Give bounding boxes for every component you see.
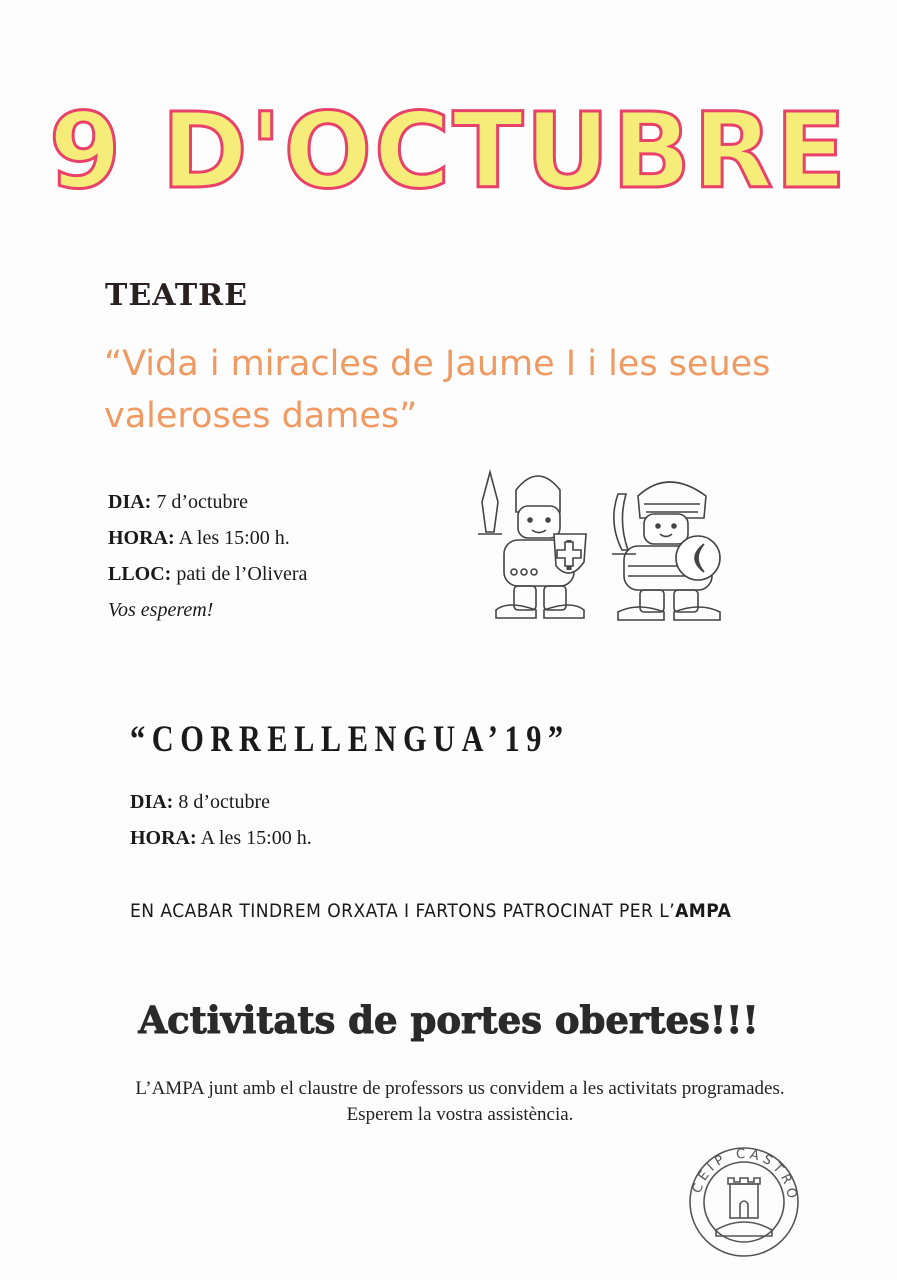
teatre-dia-row: [108, 484, 307, 520]
play-title-line1: “Vida i miracles de Jaume I i les seues: [104, 344, 771, 384]
correllengua-heading: “CORRELLENGUA’19”: [130, 719, 570, 760]
hora-label: HORA:: [108, 527, 175, 549]
dia-value: 8 d’octubre: [178, 791, 270, 813]
stamp-text-path: CEIP CASTRO: [689, 1146, 800, 1204]
page-title: 9 D'OCTUBRE: [48, 90, 849, 212]
play-title-line2: valeroses dames”: [104, 396, 418, 436]
open-doors-heading: Activitats de portes obertes!!!: [138, 998, 759, 1042]
orxata-text: EN ACABAR TINDREM ORXATA I FARTONS PATROCINAT PER L’: [130, 900, 676, 922]
castle-tower-icon: [716, 1178, 772, 1236]
teatre-heading: TEATRE: [105, 278, 248, 313]
lloc-value: pati de l’Olivera: [176, 563, 308, 585]
teatre-closing: Vos esperem!: [108, 599, 214, 621]
knights-illustration: [468, 462, 728, 627]
hora-label: HORA:: [130, 827, 197, 849]
correllengua-details: [130, 784, 312, 856]
ampa-label: AMPA: [675, 900, 732, 922]
invite-line2: Esperem la vostra assistència.: [346, 1104, 574, 1125]
teatre-lloc-row: [108, 556, 307, 592]
invite-line1: L’AMPA junt amb el claustre de professors us convidem a les activitats programades.: [135, 1078, 785, 1099]
play-title: [104, 338, 784, 442]
orxata-notice: [130, 900, 731, 922]
lloc-label: LLOC:: [108, 563, 172, 585]
hora-value: A les 15:00 h.: [178, 527, 290, 549]
invitation-text: [0, 1076, 897, 1128]
moorish-knight-icon: [612, 482, 720, 620]
dia-label: DIA:: [108, 491, 152, 513]
dia-value: 7 d’octubre: [156, 491, 248, 513]
dia-label: DIA:: [130, 791, 174, 813]
teatre-details: [108, 484, 307, 628]
correllengua-hora-row: [130, 820, 312, 856]
correllengua-dia-row: [130, 784, 312, 820]
school-stamp: [686, 1144, 802, 1260]
teatre-hora-row: [108, 520, 307, 556]
hora-value: A les 15:00 h.: [200, 827, 312, 849]
christian-knight-icon: [478, 472, 586, 618]
